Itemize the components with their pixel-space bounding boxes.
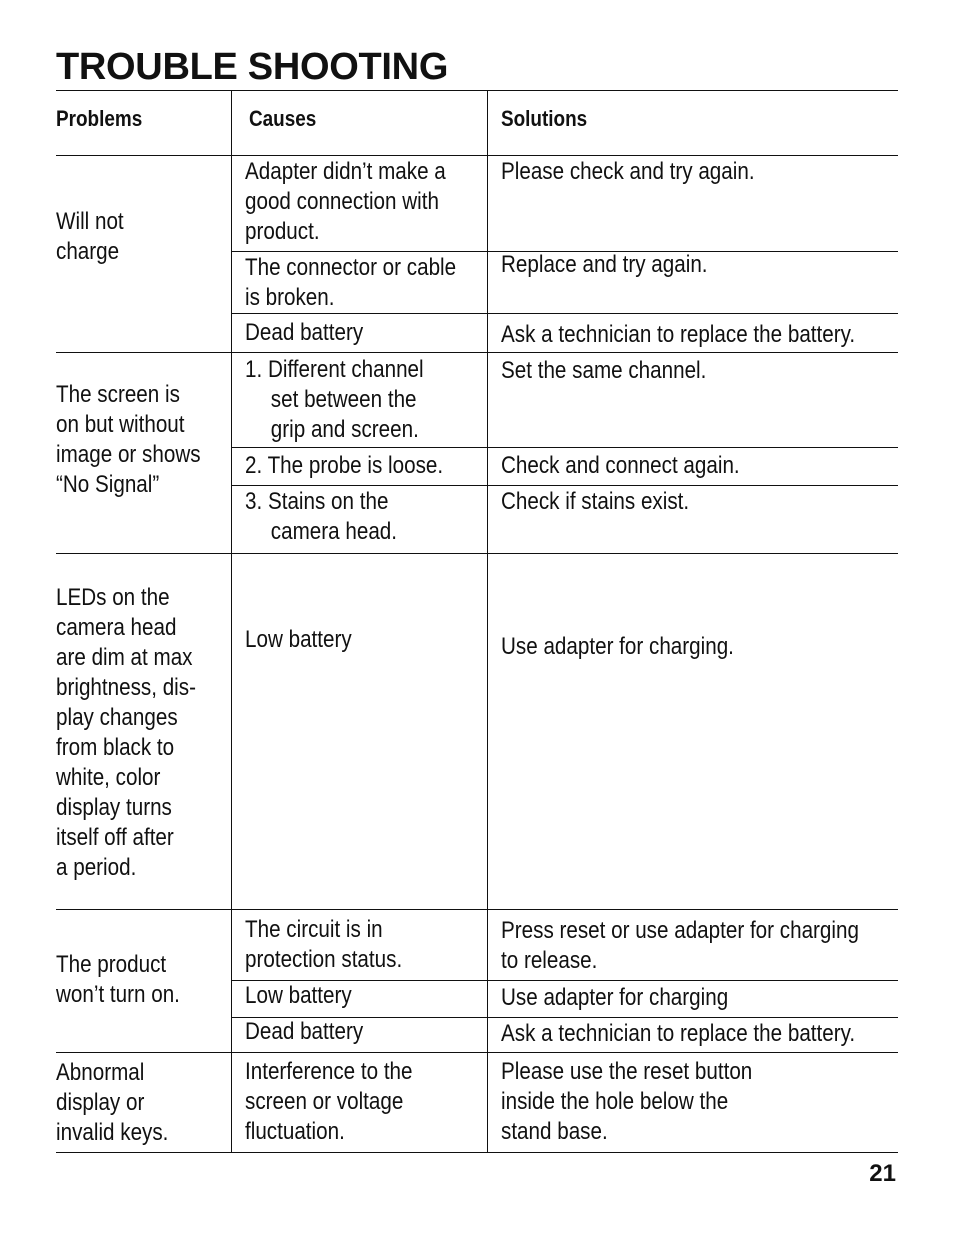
problem-cell: Abnormal display or invalid keys. xyxy=(56,1059,169,1146)
solution-cell: Check and connect again. xyxy=(501,452,740,479)
solution-cell: Use adapter for charging. xyxy=(501,633,734,660)
solution-cell: Set the same channel. xyxy=(501,357,707,384)
cause-cell: Low battery xyxy=(245,626,352,653)
problem-cell: LEDs on the camera head are dim at max brightness, dis- play changes from black to white, color display turns itself off after a period. xyxy=(56,584,196,881)
cause-cell: Low battery xyxy=(245,982,352,1009)
row-divider xyxy=(56,553,898,554)
page-title: TROUBLE SHOOTING xyxy=(56,46,449,88)
solution-cell: Please check and try again. xyxy=(501,158,755,185)
row-divider xyxy=(232,447,898,448)
row-divider xyxy=(232,313,898,314)
header-solutions: Solutions xyxy=(501,106,588,131)
header-problems: Problems xyxy=(56,106,143,131)
solution-cell: Press reset or use adapter for charging to release. xyxy=(501,917,859,974)
column-divider xyxy=(487,90,488,1153)
row-divider xyxy=(232,485,898,486)
cause-cell: Dead battery xyxy=(245,1018,364,1045)
solution-cell: Please use the reset button inside the hole below the stand base. xyxy=(501,1058,753,1145)
problem-cell: Will not charge xyxy=(56,208,124,265)
cause-cell: Dead battery xyxy=(245,319,364,346)
cause-cell: Adapter didn’t make a good connection with product. xyxy=(245,158,446,245)
header-bottom-rule xyxy=(56,155,898,156)
problem-cell: The product won’t turn on. xyxy=(56,951,180,1008)
page-number: 21 xyxy=(869,1160,896,1187)
cause-cell: 3. Stains on the camera head. xyxy=(245,488,398,545)
solution-cell: Replace and try again. xyxy=(501,251,708,278)
row-divider xyxy=(56,909,898,910)
cause-cell: 1. Different channel set between the grip and screen. xyxy=(245,356,424,443)
cause-cell: The circuit is in protection status. xyxy=(245,916,403,973)
header-causes: Causes xyxy=(249,106,317,131)
column-divider xyxy=(231,90,232,1153)
cause-cell: Interference to the screen or voltage fluctuation. xyxy=(245,1058,413,1145)
table-top-rule xyxy=(56,90,898,91)
cause-cell: The connector or cable is broken. xyxy=(245,254,457,311)
row-divider xyxy=(56,352,898,353)
solution-cell: Check if stains exist. xyxy=(501,488,690,515)
solution-cell: Ask a technician to replace the battery. xyxy=(501,1020,856,1047)
row-divider xyxy=(56,1052,898,1053)
cause-cell: 2. The probe is loose. xyxy=(245,452,444,479)
solution-cell: Ask a technician to replace the battery. xyxy=(501,321,856,348)
problem-cell: The screen is on but without image or shows “No Signal” xyxy=(56,381,201,498)
solution-cell: Use adapter for charging xyxy=(501,984,729,1011)
table-bottom-rule xyxy=(56,1152,898,1153)
